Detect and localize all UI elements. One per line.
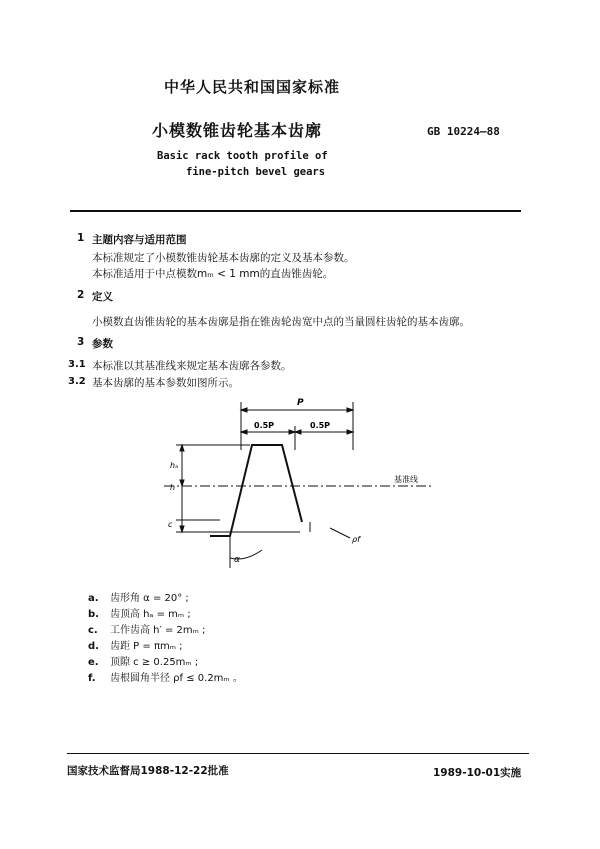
section-3-number: 3 bbox=[77, 336, 85, 348]
clause-3-1-text: 本标准以其基准线来规定基本齿廓各参数。 bbox=[92, 360, 292, 372]
root-fillet-label: ρf bbox=[352, 535, 360, 544]
param-item: c. 工作齿高 h′ = 2mₘ ; bbox=[88, 625, 206, 636]
section-2-number: 2 bbox=[77, 289, 85, 301]
half-pitch-label-left: 0.5P bbox=[254, 421, 275, 430]
clause-3-1-number: 3.1 bbox=[68, 359, 86, 370]
basic-rack-profile-figure bbox=[150, 390, 450, 580]
header-divider bbox=[70, 210, 521, 212]
implementation-date: 1989-10-01实施 bbox=[433, 767, 522, 779]
footer-divider bbox=[67, 753, 529, 754]
clause-3-2-text: 基本齿廓的基本参数如图所示。 bbox=[92, 377, 239, 389]
section-1-title: 主题内容与适用范围 bbox=[92, 234, 187, 246]
section-2-paragraph-1: 小模数直齿锥齿轮的基本齿廓是指在锥齿轮齿宽中点的当量圆柱齿轮的基本齿廓。 bbox=[92, 316, 470, 328]
datum-line-label: 基准线 bbox=[394, 475, 418, 484]
param-item: f. 齿根圆角半径 ρf ≤ 0.2mₘ 。 bbox=[88, 673, 243, 684]
param-item: b. 齿顶高 hₐ = mₘ ; bbox=[88, 609, 191, 620]
document-title-en-line1: Basic rack tooth profile of bbox=[157, 150, 328, 162]
section-1-number: 1 bbox=[77, 232, 85, 244]
standard-number: GB 10224—88 bbox=[427, 125, 500, 138]
parameter-list bbox=[88, 586, 243, 682]
param-item: a. 齿形角 α = 20° ; bbox=[88, 593, 189, 604]
pressure-angle-label: α bbox=[234, 555, 240, 565]
half-pitch-label-right: 0.5P bbox=[310, 421, 331, 430]
section-1-paragraph-1: 本标准规定了小模数锥齿轮基本齿廓的定义及基本参数。 bbox=[92, 252, 355, 264]
pitch-label: P bbox=[297, 398, 304, 408]
standard-org-heading: 中华人民共和国国家标准 bbox=[164, 78, 341, 96]
document-title-cn: 小模数锥齿轮基本齿廓 bbox=[152, 121, 323, 140]
clause-3-2-number: 3.2 bbox=[68, 376, 86, 387]
approval-date: 国家技术监督局1988-12-22批准 bbox=[67, 765, 229, 777]
tooth-profile-line bbox=[210, 445, 302, 536]
section-1-paragraph-2: 本标准适用于中点模数mₘ < 1 mm的直齿锥齿轮。 bbox=[92, 268, 334, 280]
addendum-label: hₐ bbox=[170, 461, 179, 470]
section-3-title: 参数 bbox=[92, 338, 113, 350]
document-title-en-line2: fine-pitch bevel gears bbox=[186, 166, 326, 178]
param-item: e. 顶隙 c ≥ 0.25mₘ ; bbox=[88, 657, 199, 668]
height-label: h bbox=[170, 483, 176, 492]
param-item: d. 齿距 P = πmₘ ; bbox=[88, 641, 183, 652]
clearance-label: c bbox=[168, 520, 173, 529]
section-2-title: 定义 bbox=[92, 291, 113, 303]
